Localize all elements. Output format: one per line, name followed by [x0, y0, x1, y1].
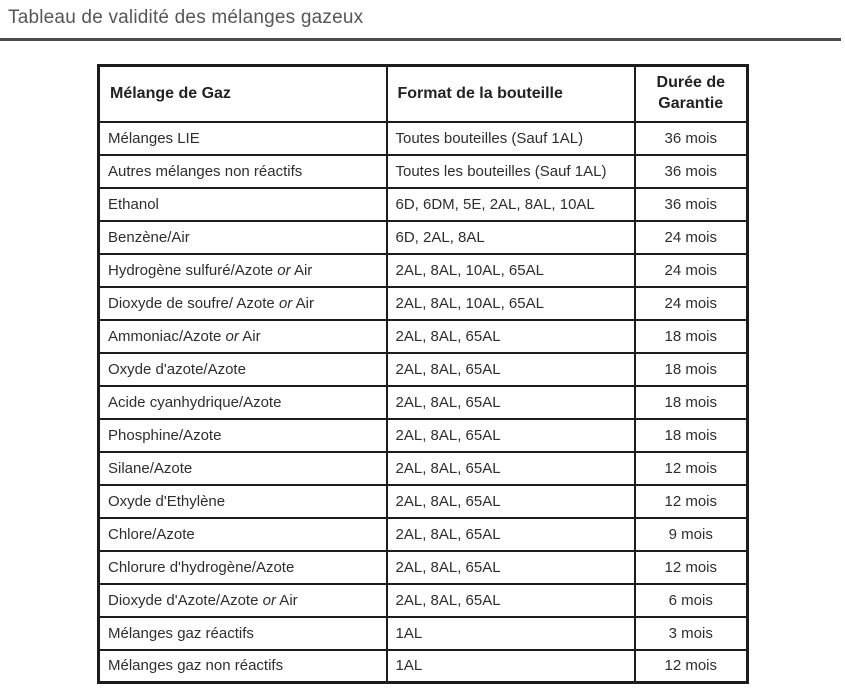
header-bottle-format: Format de la bouteille — [387, 66, 635, 122]
cell-warranty-duration: 12 mois — [635, 452, 748, 485]
cell-warranty-duration: 6 mois — [635, 584, 748, 617]
cell-bottle-format: 2AL, 8AL, 10AL, 65AL — [387, 287, 635, 320]
cell-gas-mixture: Mélanges gaz réactifs — [99, 617, 387, 650]
cell-gas-mixture: Mélanges LIE — [99, 122, 387, 155]
cell-bottle-format: 2AL, 8AL, 65AL — [387, 452, 635, 485]
table-row — [99, 287, 748, 320]
table-row — [99, 320, 748, 353]
cell-gas-mixture: Hydrogène sulfuré/Azote or Air — [99, 254, 387, 287]
table-row — [99, 518, 748, 551]
cell-gas-mixture: Ethanol — [99, 188, 387, 221]
cell-bottle-format: 2AL, 8AL, 65AL — [387, 419, 635, 452]
cell-warranty-duration: 12 mois — [635, 551, 748, 584]
header-row — [99, 66, 748, 122]
cell-warranty-duration: 36 mois — [635, 122, 748, 155]
cell-warranty-duration: 24 mois — [635, 287, 748, 320]
table-row — [99, 485, 748, 518]
cell-warranty-duration: 12 mois — [635, 650, 748, 683]
cell-gas-mixture: Ammoniac/Azote or Air — [99, 320, 387, 353]
gas-validity-table — [97, 64, 749, 684]
cell-gas-mixture: Oxyde d'Ethylène — [99, 485, 387, 518]
table-row — [99, 452, 748, 485]
cell-warranty-duration: 36 mois — [635, 188, 748, 221]
table-row — [99, 650, 748, 683]
cell-warranty-duration: 12 mois — [635, 485, 748, 518]
table-row — [99, 254, 748, 287]
cell-gas-mixture: Dioxyde de soufre/ Azote or Air — [99, 287, 387, 320]
cell-warranty-duration: 24 mois — [635, 254, 748, 287]
cell-bottle-format: 2AL, 8AL, 65AL — [387, 353, 635, 386]
table-row — [99, 584, 748, 617]
cell-gas-mixture: Mélanges gaz non réactifs — [99, 650, 387, 683]
table-row — [99, 419, 748, 452]
cell-bottle-format: 1AL — [387, 650, 635, 683]
cell-gas-mixture: Dioxyde d'Azote/Azote or Air — [99, 584, 387, 617]
cell-bottle-format: Toutes les bouteilles (Sauf 1AL) — [387, 155, 635, 188]
cell-gas-mixture: Benzène/Air — [99, 221, 387, 254]
cell-bottle-format: 2AL, 8AL, 65AL — [387, 320, 635, 353]
cell-warranty-duration: 18 mois — [635, 353, 748, 386]
cell-gas-mixture: Silane/Azote — [99, 452, 387, 485]
table-row — [99, 155, 748, 188]
cell-bottle-format: 2AL, 8AL, 65AL — [387, 485, 635, 518]
cell-warranty-duration: 18 mois — [635, 419, 748, 452]
cell-gas-mixture: Chlorure d'hydrogène/Azote — [99, 551, 387, 584]
header-gas-mixture: Mélange de Gaz — [99, 66, 387, 122]
cell-warranty-duration: 18 mois — [635, 320, 748, 353]
cell-bottle-format: 1AL — [387, 617, 635, 650]
table-row — [99, 551, 748, 584]
cell-bottle-format: 2AL, 8AL, 65AL — [387, 386, 635, 419]
cell-gas-mixture: Autres mélanges non réactifs — [99, 155, 387, 188]
cell-bottle-format: 6D, 6DM, 5E, 2AL, 8AL, 10AL — [387, 188, 635, 221]
table-row — [99, 353, 748, 386]
cell-bottle-format: 6D, 2AL, 8AL — [387, 221, 635, 254]
table-body — [99, 122, 748, 683]
cell-warranty-duration: 36 mois — [635, 155, 748, 188]
page-title: Tableau de validité des mélanges gazeux — [8, 7, 364, 28]
table-row — [99, 188, 748, 221]
cell-gas-mixture: Phosphine/Azote — [99, 419, 387, 452]
cell-bottle-format: Toutes bouteilles (Sauf 1AL) — [387, 122, 635, 155]
cell-warranty-duration: 3 mois — [635, 617, 748, 650]
cell-warranty-duration: 24 mois — [635, 221, 748, 254]
cell-bottle-format: 2AL, 8AL, 65AL — [387, 518, 635, 551]
cell-gas-mixture: Chlore/Azote — [99, 518, 387, 551]
table-row — [99, 386, 748, 419]
cell-warranty-duration: 18 mois — [635, 386, 748, 419]
cell-bottle-format: 2AL, 8AL, 10AL, 65AL — [387, 254, 635, 287]
table-row — [99, 122, 748, 155]
table-header — [99, 66, 748, 122]
cell-warranty-duration: 9 mois — [635, 518, 748, 551]
title-underline — [0, 38, 841, 41]
table-row — [99, 221, 748, 254]
header-warranty-duration: Durée de Garantie — [635, 66, 748, 122]
cell-gas-mixture: Oxyde d'azote/Azote — [99, 353, 387, 386]
cell-bottle-format: 2AL, 8AL, 65AL — [387, 584, 635, 617]
cell-bottle-format: 2AL, 8AL, 65AL — [387, 551, 635, 584]
cell-gas-mixture: Acide cyanhydrique/Azote — [99, 386, 387, 419]
table-row — [99, 617, 748, 650]
